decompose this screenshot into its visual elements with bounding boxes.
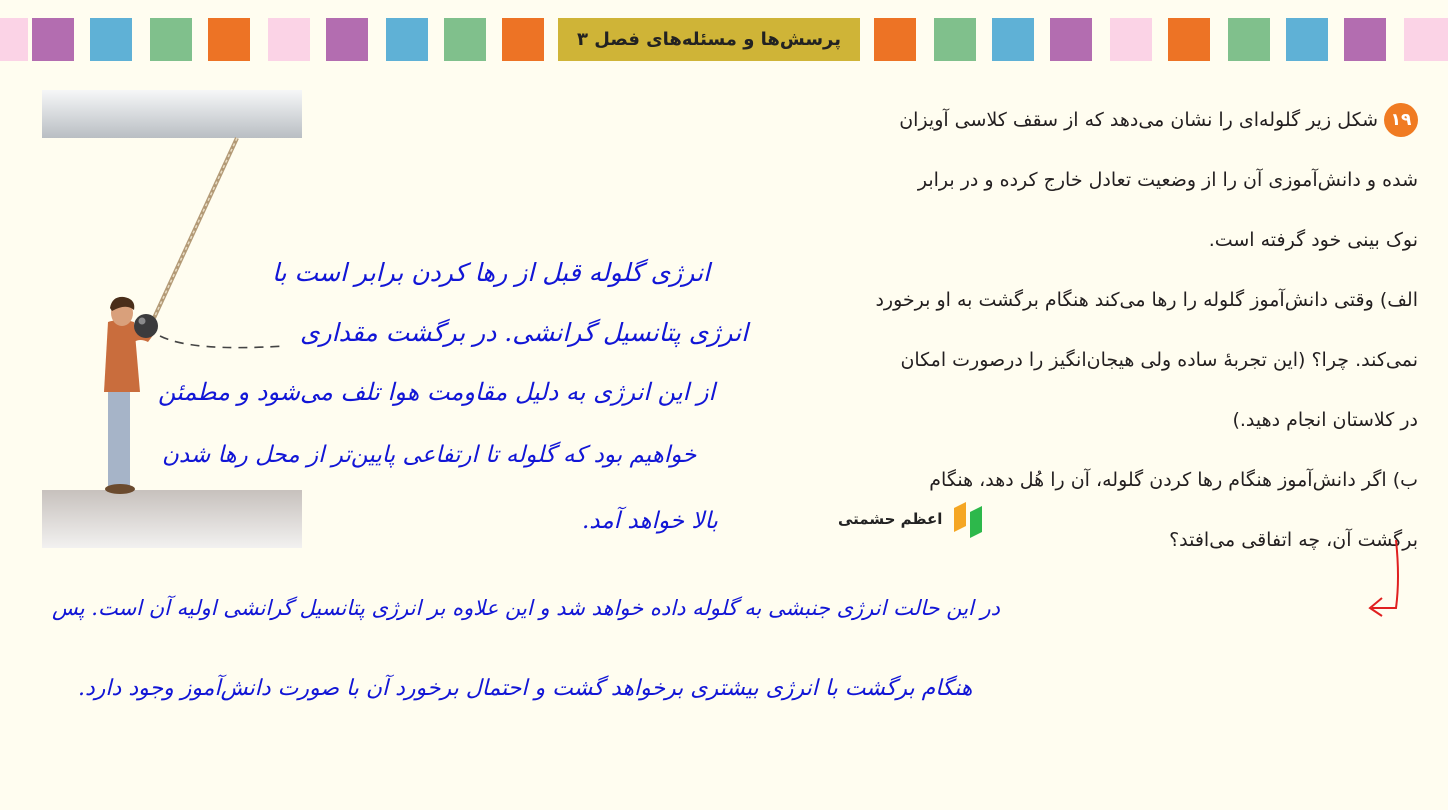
logo-mark-icon bbox=[950, 500, 986, 538]
question-line-text: در کلاستان انجام دهید.) bbox=[1232, 408, 1418, 431]
header-color-square bbox=[1050, 18, 1092, 61]
header-color-square bbox=[386, 18, 428, 61]
handwritten-answer-a-line: خواهیم بود که گلوله تا ارتفاعی پایین‌تر از محل رها شدن bbox=[162, 442, 697, 468]
question-line-text: شده و دانش‌آموزی آن را از وضعیت تعادل خارج کرده و در برابر bbox=[917, 168, 1418, 191]
header-color-square bbox=[150, 18, 192, 61]
header-color-square bbox=[32, 18, 74, 61]
question-line bbox=[770, 210, 1418, 270]
header-color-square bbox=[268, 18, 310, 61]
header-color-square bbox=[1228, 18, 1270, 61]
question-line bbox=[770, 330, 1418, 390]
question-line bbox=[770, 90, 1418, 150]
header-color-square bbox=[208, 18, 250, 61]
pendulum-illustration bbox=[42, 90, 304, 550]
question-line-text: نمی‌کند. چرا؟ (این تجربهٔ ساده ولی هیجان‌انگیز را درصورت امکان bbox=[900, 348, 1418, 371]
question-number-badge: ۱۹ bbox=[1384, 103, 1418, 137]
question-line-text: الف) وقتی دانش‌آموز گلوله را رها می‌کند هنگام برگشت به او برخورد bbox=[875, 288, 1418, 311]
handwritten-answer-b-line: در این حالت انرژی جنبشی به گلوله داده خواهد شد و این علاوه بر انرژی پتانسیل گرانشی اولیه آن است. پس bbox=[52, 596, 1001, 620]
red-arrow-icon bbox=[1366, 538, 1410, 618]
handwritten-answer-a-line: بالا خواهد آمد. bbox=[582, 508, 718, 534]
handwritten-answer-a-line: انرژی پتانسیل گرانشی. در برگشت مقداری bbox=[300, 318, 749, 347]
header-color-square bbox=[992, 18, 1034, 61]
floor bbox=[42, 490, 302, 548]
question-line bbox=[770, 270, 1418, 330]
question-19 bbox=[770, 90, 1418, 570]
handwritten-answer-a-line: از این انرژی به دلیل مقاومت هوا تلف می‌شود و مطمئن bbox=[158, 378, 716, 406]
logo-name: اعظم حشمتی bbox=[838, 510, 943, 528]
header-color-square bbox=[444, 18, 486, 61]
header-color-square bbox=[326, 18, 368, 61]
ceiling bbox=[42, 90, 302, 138]
header-color-square bbox=[1110, 18, 1152, 61]
header-color-square bbox=[1344, 18, 1386, 61]
header-color-square bbox=[90, 18, 132, 61]
header-color-square bbox=[874, 18, 916, 61]
chapter-title-banner bbox=[558, 18, 860, 61]
header-color-square bbox=[502, 18, 544, 61]
handwritten-answer-b-line: هنگام برگشت با انرژی بیشتری برخواهد گشت و احتمال برخورد آن با صورت دانش‌آموز وجود دارد. bbox=[78, 676, 973, 701]
question-line-text: ب) اگر دانش‌آموز هنگام رها کردن گلوله، آن را هُل دهد، هنگام bbox=[929, 468, 1418, 491]
header-color-square bbox=[1168, 18, 1210, 61]
question-line-text: نوک بینی خود گرفته است. bbox=[1208, 228, 1418, 251]
pendulum-ball bbox=[134, 314, 158, 338]
chapter-title: پرسش‌ها و مسئله‌های فصل ۳ bbox=[577, 29, 841, 50]
author-logo bbox=[838, 500, 986, 538]
handwritten-answer-a-line: انرژی گلوله قبل از رها کردن برابر است با bbox=[272, 258, 711, 287]
header-color-square bbox=[1286, 18, 1328, 61]
question-line-text: برگشت آن، چه اتفاقی می‌افتد؟ bbox=[1169, 528, 1418, 551]
question-line bbox=[770, 150, 1418, 210]
header-color-square bbox=[1404, 18, 1448, 61]
question-line bbox=[770, 390, 1418, 450]
header-color-square bbox=[0, 18, 28, 61]
header-color-square bbox=[934, 18, 976, 61]
swing-path-dashed bbox=[160, 336, 284, 348]
question-line-text: شکل زیر گلوله‌ای را نشان می‌دهد که از سقف کلاسی آویزان bbox=[899, 108, 1378, 131]
